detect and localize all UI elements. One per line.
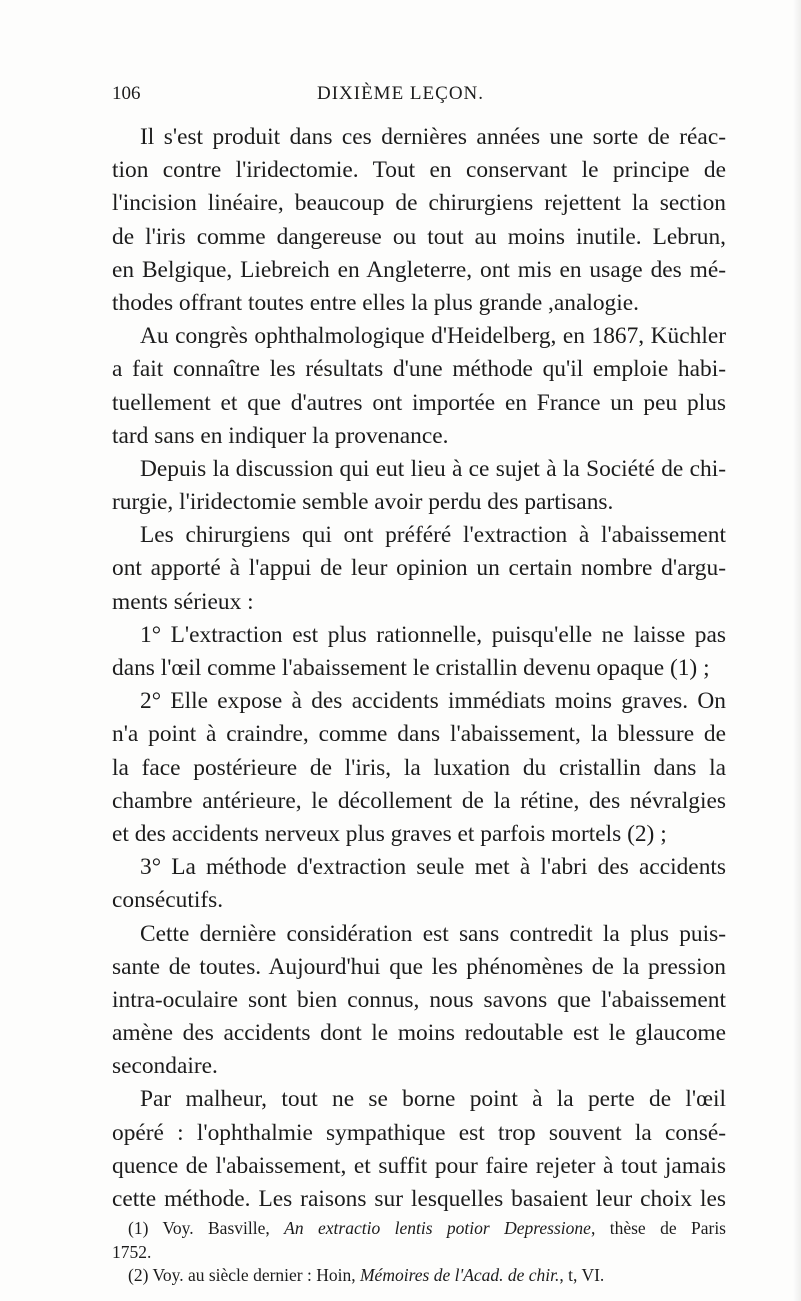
text-line: tard sans en indiquer la provenance. — [112, 422, 449, 449]
footnotes — [112, 1217, 726, 1288]
text-line: a fait connaître les résultats d'une méthode qu'il emploie habi- — [112, 356, 726, 383]
text-line: rurgie, l'iridectomie semble avoir perdu des partisans. — [112, 489, 614, 516]
footnote-2-suffix: , t, VI. — [559, 1265, 605, 1285]
footnote-1-suffix: , thèse de Paris — [590, 1218, 726, 1238]
text-line: intra-oculaire sont bien connus, nous savons que l'abaissement — [112, 986, 726, 1013]
text-line: cette méthode. Les raisons sur lesquelles basaient leur choix les — [112, 1186, 726, 1212]
text-line: l'incision linéaire, beaucoup de chirurgiens rejettent la section — [112, 190, 726, 217]
footnote-1 — [112, 1217, 726, 1241]
footnote-2 — [112, 1264, 726, 1288]
text-line: opéré : l'ophthalmie sympathique est trop souvent la consé- — [112, 1119, 726, 1146]
page-edge-shadow — [793, 0, 801, 1301]
text-line: et des accidents nerveux plus graves et parfois mortels (2) ; — [112, 820, 667, 847]
text-line: de l'iris comme dangereuse ou tout au moins inutile. Lebrun, — [112, 223, 726, 250]
text-line: Il s'est produit dans ces dernières années une sorte de réac- — [140, 124, 726, 150]
text-line: tion contre l'iridectomie. Tout en conservant le principe de — [112, 157, 726, 184]
text-line: 3° La méthode d'extraction seule met à l'abri des accidents — [140, 854, 726, 881]
text-line: quence de l'abaissement, et suffit pour faire rejeter à tout jamais — [112, 1152, 726, 1179]
text-line: Par malheur, tout ne se borne point à la perte de l'œil — [140, 1086, 726, 1113]
running-head: DIXIÈME LEÇON. — [316, 83, 485, 104]
text-line: ments sérieux : — [112, 588, 254, 615]
text-line: tuellement et que d'autres ont importée en France un peu plus — [112, 389, 726, 416]
page-header — [0, 83, 801, 109]
text-line: chambre antérieure, le décollement de la rétine, des névralgies — [112, 787, 726, 814]
text-line: Les chirurgiens qui ont préféré l'extraction à l'abaissement — [140, 522, 726, 549]
text-line: en Belgique, Liebreich en Angleterre, ont mis en usage des mé- — [112, 256, 726, 283]
footnote-1-year: 1752. — [112, 1241, 152, 1262]
footnote-2-title: Mémoires de l'Acad. de chir. — [359, 1265, 560, 1285]
text-line: thodes offrant toutes entre elles la plus grande ,analogie. — [112, 289, 639, 316]
text-line: Cette dernière considération est sans contredit la plus puis- — [140, 920, 726, 947]
text-line: Depuis la discussion qui eut lieu à ce sujet à la Société de chi- — [140, 455, 726, 482]
page-number: 106 — [112, 83, 141, 104]
footnote-1-title: An extractio lentis potior Depressione — [284, 1218, 591, 1238]
text-line: la face postérieure de l'iris, la luxation du cristallin dans la — [112, 754, 726, 781]
body-text — [112, 121, 726, 1216]
text-line: consécutifs. — [112, 887, 224, 914]
text-line: ont apporté à l'appui de leur opinion un certain nombre d'argu- — [112, 555, 726, 582]
text-line: sante de toutes. Aujourd'hui que les phénomènes de la pression — [112, 953, 726, 980]
text-line: amène des accidents dont le moins redoutable est le glaucome — [112, 1020, 726, 1047]
text-line: dans l'œil comme l'abaissement le cristallin devenu opaque (1) ; — [112, 655, 710, 681]
text-line: n'a point à craindre, comme dans l'abaissement, la blessure de — [112, 721, 726, 748]
text-line: 2° Elle expose à des accidents immédiats moins graves. On — [140, 688, 726, 715]
footnote-1-prefix: (1) Voy. Basville, — [128, 1218, 285, 1238]
text-line: secondaire. — [112, 1053, 218, 1080]
text-line: 1° L'extraction est plus rationnelle, puisqu'elle ne laisse pas — [140, 621, 726, 648]
text-line: Au congrès ophthalmologique d'Heidelberg, en 1867, Küchler — [140, 323, 726, 350]
footnote-2-prefix: (2) Voy. au siècle dernier : Hoin, — [128, 1265, 360, 1285]
